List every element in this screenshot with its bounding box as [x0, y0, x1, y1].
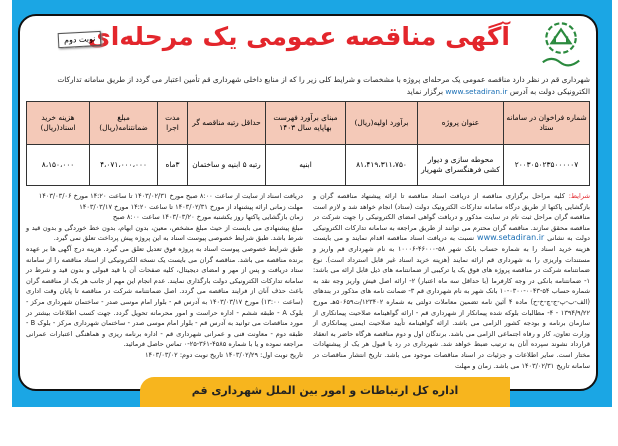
setadiran-link[interactable]: www.setadiran.ir: [445, 87, 508, 96]
second-round-badge: نوبت دوم: [58, 31, 102, 48]
cell-project-title: محوطه سازی و دیوار کشی فرهنگسرای شهریار: [418, 145, 504, 186]
col-header: عنوان پروژه: [418, 102, 504, 145]
qom-municipality-logo: [534, 19, 588, 71]
cell-tender-number: ۲۰۰۳۰۵۰۲۳۵۰۰۰۰۰۷: [504, 145, 590, 186]
schedule-column: [26, 191, 303, 371]
col-header: مدت اجرا: [158, 102, 188, 145]
setadiran-link-2[interactable]: www.setadiran.ir: [477, 233, 545, 243]
cell-min-rank: رتبه ۵ ابنیه و ساختمان: [188, 145, 266, 186]
intro-text: شهرداری قم در نظر دارد مناقصه عمومی یک مرحله‌ای پروژه با مشخصات و شرایط کلی زیر را که از منابع داخلی شهرداری قم تأمین اعتبار می گردد از طریق سامانه تدارکات الکترونیکی دولت به آدرس www.setadiran.ir برگزار نماید: [57, 75, 590, 96]
col-header: شماره فراخوان در سامانه ستاد: [504, 102, 590, 145]
ad-panel: [18, 14, 598, 391]
doc-receipt-line: دریافت اسناد از سایت از ساعت ۸:۰۰ صبح مورخ ۱۴۰۳/۰۲/۳۱ تا ساعت ۱۴:۲۰ مورخ ۱۴۰۳/۰۳/۰۶: [38, 192, 303, 200]
submission-deadline-line: مهلت زمانی ارائه پیشنهاد از مورخ ۱۴۰۳/۰۲/۳۱ تا ساعت ۱۴:۲۰ مورخ ۱۴۰۳/۰۳/۱۷: [79, 202, 303, 211]
col-header: مبلغ ضمانتنامه(ریال): [90, 102, 158, 145]
bid-condition-text: مبلغ پیشنهادی می بایست از حیث مبلغ مشخص، معین، بدون ابهام، بدون خط خوردگی و بدون قید و شرط باشد. طبق شرایط خصوصی پیوست اسناد به این پروژه پیش پرداخت تعلق نمی گیرد.: [26, 223, 303, 243]
opening-time-line: زمان بازگشایی پاکتها روز یکشنبه مورخ ۱۴۰۳/۰۳/۲۰ ساعت ۸:۰۰ صبح: [112, 213, 303, 222]
col-header: حداقل رتبه مناقصه گر: [188, 102, 266, 145]
conditions-label: شرایط:: [568, 192, 590, 200]
ad-title: آگهی مناقصه عمومی یک مرحله‌ای: [87, 22, 510, 51]
conditions-column: شرایط: کلیه مراحل برگزاری مناقصه از دریافت اسناد مناقصه تا ارائه پیشنهاد مناقصه گران و بازگشایی پاکتها از طریق درگاه سامانه تدارکات الکترونیک دولت (ستاد) انجام خواهد شد و لازم است مناقصه گران مراحل ثبت نام در سایت مذکور و دریافت گواهی امضای الکترونیکی را جهت شرکت در مناقصه محقق سازند. مناقصه گران محترم می توانند از طریق مراجعه به سامانه تدارکات الکترونیکی دولت به نشانی www.setadiran.ir نسبت به دریافت اسناد مناقصه اقدام نمایند و می بایست هزینه خرید اسناد را به شماره حساب بانک شهر ۵۸-۴۶۰۰۰-۱۰۰۰۶ به نام شهرداری قم واریز و مستندات واریزی را به شهرداری قم ارائه نمایند (هزینه خرید اسناد غیر قابل استرداد است). نوع ضمانتنامه شرکت در مناقصه پروژه های فوق یک یا ترکیبی از ضمانتنامه های ذیل قابل ارائه می باشد: ۱- ضمانتنامه بانکی در وجه کارفرما (با حداقل سه ماه اعتبار) ۲- ارائه اصل فیش واریز وجه نقد به شماره حساب ۵۴-۰۰۴۳-۰۳۰۰-۱۰ بانک شهر به نام شهرداری قم ۳- ضمانت نامه های مذکور در بندهای (الف-ب-پ-ج-چ-خ-ح) ماده ۴ آئین نامه تضمین معاملات دولتی به شماره ۱۲۳۴۰۲/ت۵۰۶۵۹هـ مورخ ۱۳۹۴/۹/۲۲ - ۴- مطالبات بلوکه شده پیمانکار از شهرداری قم - ارائه گواهینامه صلاحیت پیمانکاری از سازمان برنامه و بودجه کشور الزامی می باشد. ارائه گواهینامه تأیید صلاحیت ایمنی پیمانکاری از وزارت تعاون، کار و رفاه اجتماعی الزامی می باشد. برندگان اول و دوم مناقصه هرگاه حاضر به انعقاد قرارداد نشوند سپرده آنان به ترتیب ضبط خواهد شد. شهرداری در رد یا قبول هر یک از پیشنهادات مختار است. سایر اطلاعات و جزئیات در اسناد مناقصات موجود می باشد. تاریخ انتشار مناقصات در سامانه تاریخ ۱۴۰۳/۰۲/۳۱ می باشد. زمان و مهلت: [313, 192, 591, 370]
cell-guarantee: ۴،۰۷۱،۰۰۰،۰۰۰: [90, 145, 158, 186]
details-text: طبق شرایط خصوصی پیوست اسناد به پروژه فوق تعدیل تعلق می گیرد. هزینه درج آگهی ها بر عهده برنده مناقصه می باشد. مناقصه گران می بایست یک نسخه الکترونیکی از اسناد مناقصه را از سامانه ستاد دریافت و پس از مهر و امضای دیجیتال، کلیه صفحات آن با قید قبولی و بدون قید و شرط در سامانه تدارکات الکترونیکی دولت بارگذاری نمایند. عدم انجام این مهم از جانب هر یک از مناقصه گران باعث حذف آنان از فرایند مناقصه می گردد. اصل ضمانتنامه شرکت در مناقصه تا پایان وقت اداری (ساعت ۱۳:۰۰) مورخ ۱۴۰۳/۰۳/۱۷ به آدرس قم - بلوار امام موسی صدر - ساختمان شهرداری مرکز - بلوک A - طبقه ششم - اداره حراست و امور محرمانه تحویل گردد. جهت کسب اطلاعات بیشتر در مورد مناقصات می توانید به آدرس قم - بلوار امام موسی صدر - ساختمان شهرداری مرکز - بلوک B - طبقه دوم - معاونت فنی و عمرانی شهرداری قم - اداره برنامه ریزی و هماهنگی اعتبارات عمرانی مراجعه نموده و یا با شماره ۴۵۸۵-۳۶۱-۲۵-۰ تماس حاصل فرمائید.: [26, 244, 303, 349]
table-row: [27, 145, 590, 186]
table-header-row: [27, 102, 590, 145]
ad-frame: [12, 0, 612, 407]
col-header: مبنای برآورد فهرست بهاپایه سال ۱۴۰۳: [266, 102, 346, 145]
cell-basis: ابنیه: [266, 145, 346, 186]
col-header: برآورد اولیه(ریال): [346, 102, 418, 145]
tender-table: [26, 101, 590, 186]
cell-doc-fee: ۸،۱۵۰،۰۰۰: [27, 145, 90, 186]
body-columns: [26, 191, 590, 371]
cell-duration: ۳ماه: [158, 145, 188, 186]
publication-dates: تاریخ نوبت اول: ۱۴۰۳/۰۲/۲۹ تاریخ نوبت دوم: ۱۴۰۳/۰۳/۰۲: [144, 350, 303, 359]
ad-header: [26, 16, 590, 74]
cell-estimate: ۸۱،۴۱۹،۳۱۱،۷۵۰: [346, 145, 418, 186]
col-header: هزینه خرید اسناد(ریال): [27, 102, 90, 145]
footer-bar: اداره کل ارتباطات و امور بین الملل شهرداری قم: [140, 377, 510, 407]
